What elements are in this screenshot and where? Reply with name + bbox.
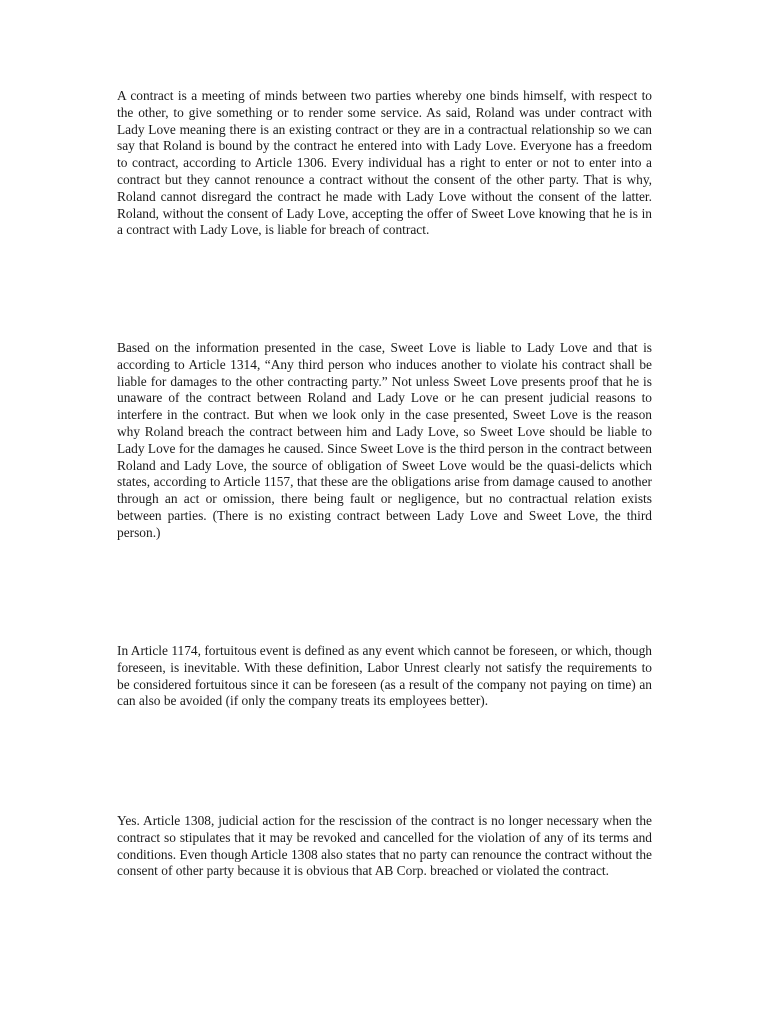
paragraph-fortuitous-event: In Article 1174, fortuitous event is defined as any event which cannot be foreseen, or which, though foreseen, is inevitable. With these definition, Labor Unrest clearly not satisfy the requirements to be considered fortuitous since it can be foreseen (as a result of the company not paying on time) an can also be avoided (if only the company treats its employees better). [117, 643, 652, 709]
paragraph-contract-definition: A contract is a meeting of minds between two parties whereby one binds himself, with respect to the other, to give something or to render some service. As said, Roland was under contract with Lady Love meaning there is an existing contract or they are in a contractual relationship so we can say that Roland is bound by the contract he entered into with Lady Love. Everyone has a freedom to contract, according to Article 1306. Every individual has a right to enter or not to enter into a contract but they cannot renounce a contract without the consent of the other party. That is why, Roland cannot disregard the contract he made with Lady Love without the consent of the latter. Roland, without the consent of Lady Love, accepting the offer of Sweet Love knowing that he is in a contract with Lady Love, is liable for breach of contract. [117, 88, 652, 238]
paragraph-rescission: Yes. Article 1308, judicial action for the rescission of the contract is no longer necessary when the contract so stipulates that it may be revoked and cancelled for the violation of any of its terms and conditions. Even though Article 1308 also states that no party can renounce the contract without the consent of other party because it is obvious that AB Corp. breached or violated the contract. [117, 813, 652, 879]
paragraph-sweet-love-liability: Based on the information presented in the case, Sweet Love is liable to Lady Love and that is according to Article 1314, “Any third person who induces another to violate his contract shall be liable for damages to the other contracting party.” Not unless Sweet Love presents proof that he is unaware of the contract between Roland and Lady Love or he can present judicial reasons to interfere in the contract. But when we look only in the case presented, Sweet Love is the reason why Roland breach the contract between him and Lady Love, so Sweet Love should be liable to Lady Love for the damages he caused. Since Sweet Love is the third person in the contract between Roland and Lady Love, the source of obligation of Sweet Love would be the quasi-delicts which states, according to Article 1157, that these are the obligations arise from damage caused to another through an act or omission, there being fault or negligence, but no contractual relation exists between parties. (There is no existing contract between Lady Love and Sweet Love, the third person.) [117, 340, 652, 540]
